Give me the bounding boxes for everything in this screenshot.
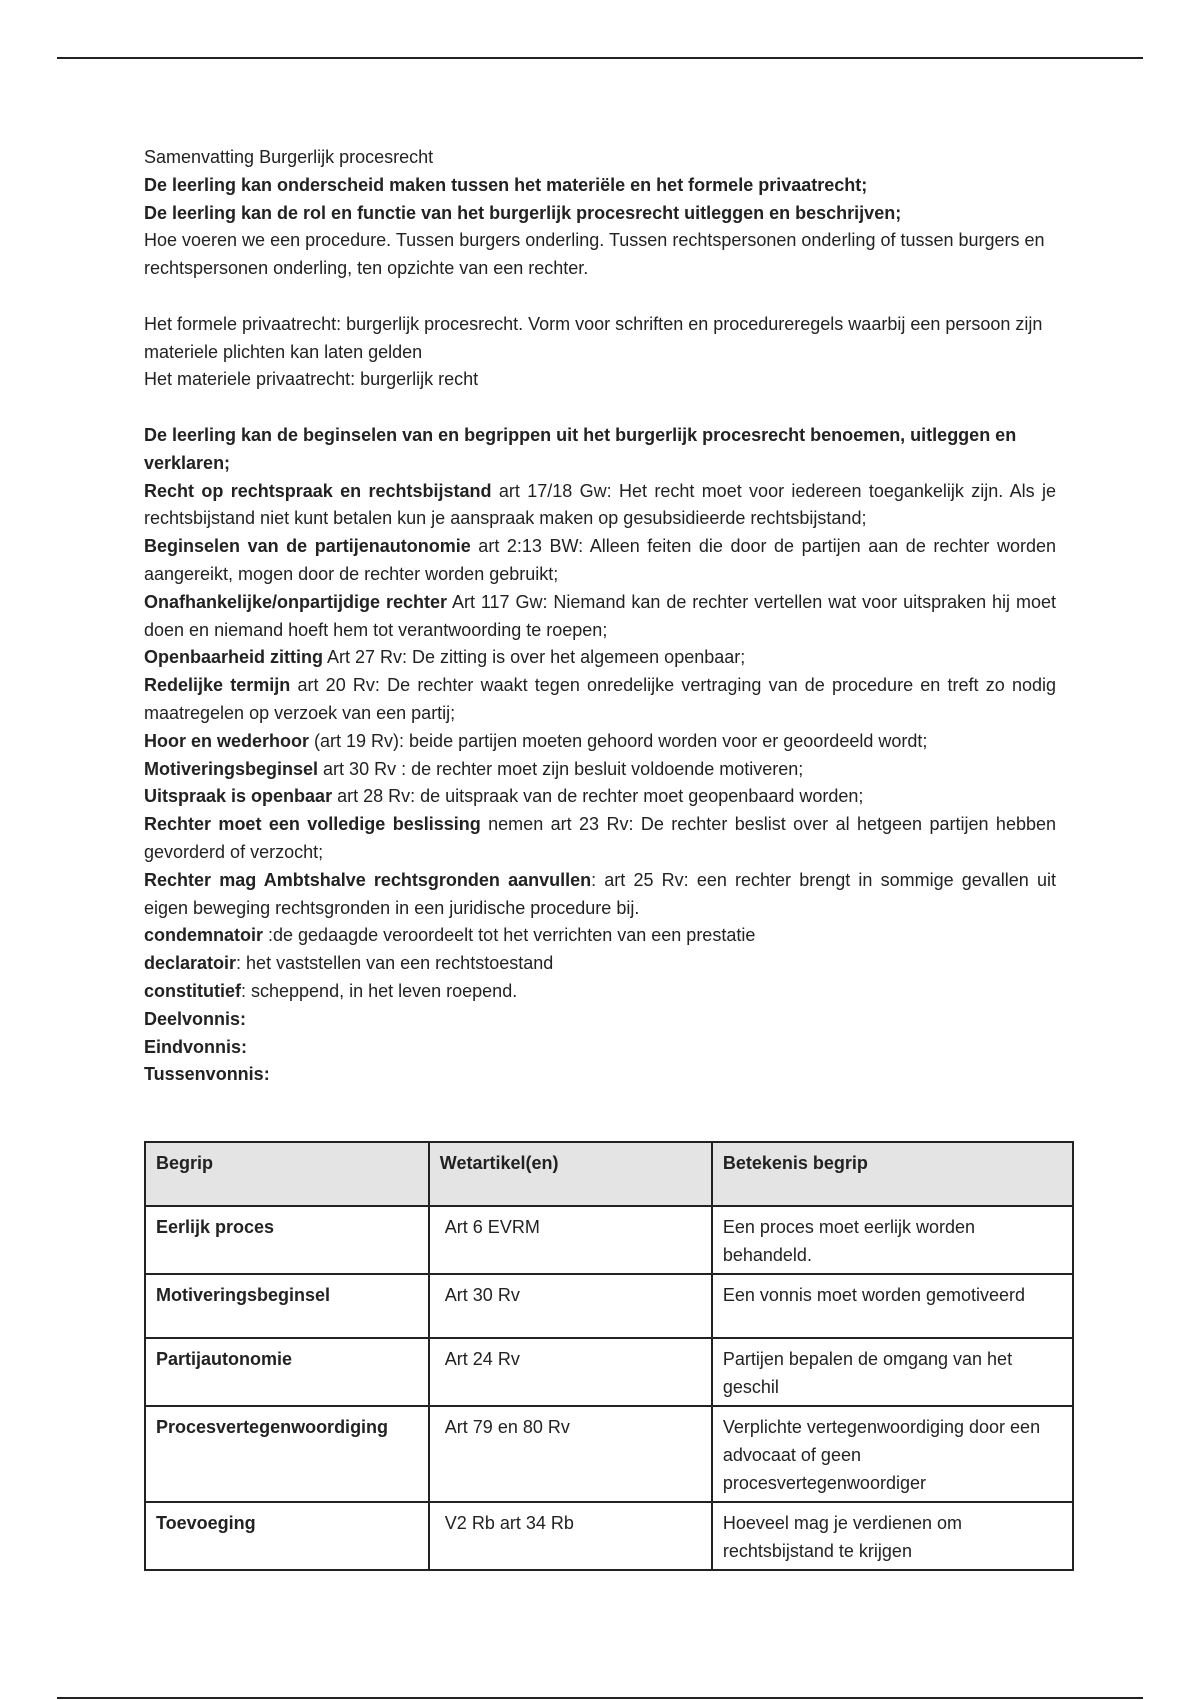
principle-item: Onafhankelijke/onpartijdige rechter Art 117 Gw: Niemand kan de rechter vertellen wat voor uitspraken hij moet doen en niemand hoeft hem tot verantwoording te roepen; bbox=[144, 591, 1056, 640]
table-row bbox=[145, 1338, 1073, 1406]
table-cell-term: Partijautonomie bbox=[145, 1338, 429, 1406]
principle-item: Redelijke termijn art 20 Rv: De rechter waakt tegen onredelijke vertraging van de procedure en treft zo nodig maatregelen op verzoek van een partij; bbox=[144, 675, 1056, 723]
table-cell-meaning: Partijen bepalen de omgang van het geschil bbox=[712, 1338, 1073, 1406]
header-rule bbox=[57, 57, 1143, 59]
table-header-row bbox=[145, 1142, 1073, 1206]
principle-item: Uitspraak is openbaar art 28 Rv: de uitspraak van de rechter moet geopenbaard worden; bbox=[144, 786, 864, 807]
vonnis-term: Tussenvonnis: bbox=[144, 1064, 270, 1085]
table-cell-term: Procesvertegenwoordiging bbox=[145, 1406, 429, 1502]
learning-goal-2: De leerling kan de rol en functie van het burgerlijk procesrecht uitleggen en beschrijven; bbox=[144, 202, 902, 223]
footer-rule bbox=[57, 1697, 1143, 1699]
document-title: Samenvatting Burgerlijk procesrecht bbox=[144, 147, 434, 167]
principle-item: Motiveringsbeginsel art 30 Rv : de rechter moet zijn besluit voldoende motiveren; bbox=[144, 758, 804, 779]
table-header: Wetartikel(en) bbox=[429, 1142, 712, 1206]
begrippen-table bbox=[144, 1141, 1074, 1571]
document-body bbox=[144, 144, 1056, 1089]
table-cell-term: Toevoeging bbox=[145, 1502, 429, 1570]
principle-item: Recht op rechtspraak en rechtsbijstand art 17/18 Gw: Het recht moet voor iedereen toegankelijk zijn. Als je rechtsbijstand niet kunt betalen kun je aanspraak maken op gesubsidieerde rechtsbijstand; bbox=[144, 480, 1056, 529]
table-header: Betekenis begrip bbox=[712, 1142, 1073, 1206]
table-cell-article: Art 30 Rv bbox=[429, 1274, 712, 1338]
formeel-paragraph: Het formele privaatrecht: burgerlijk procesrecht. Vorm voor schriften en procedureregels waarbij een persoon zijn materiele plichten kan laten gelden bbox=[144, 313, 1043, 362]
table-row bbox=[145, 1406, 1073, 1502]
principle-item: Beginselen van de partijenautonomie art 2:13 BW: Alleen feiten die door de partijen aan de rechter worden aangereikt, mogen door de rechter worden gebruikt; bbox=[144, 536, 1057, 584]
table-cell-article: V2 Rb art 34 Rb bbox=[429, 1502, 712, 1570]
table-row bbox=[145, 1502, 1073, 1570]
table-cell-term: Eerlijk proces bbox=[145, 1206, 429, 1274]
table-cell-article: Art 79 en 80 Rv bbox=[429, 1406, 712, 1502]
principle-item: Rechter moet een volledige beslissing nemen art 23 Rv: De rechter beslist over al hetgeen partijen hebben gevorderd of verzocht; bbox=[144, 814, 1056, 862]
table-cell-term: Motiveringsbeginsel bbox=[145, 1274, 429, 1338]
materieel-paragraph: Het materiele privaatrecht: burgerlijk recht bbox=[144, 369, 479, 390]
table-row bbox=[145, 1206, 1073, 1274]
principle-item: declaratoir: het vaststellen van een rechtstoestand bbox=[144, 953, 554, 974]
vonnis-term: Eindvonnis: bbox=[144, 1036, 247, 1057]
intro-paragraph: Hoe voeren we een procedure. Tussen burgers onderling. Tussen rechtspersonen onderling of tussen burgers en rechtspersonen onderling, ten opzichte van een rechter. bbox=[144, 230, 1045, 279]
table-cell-meaning: Een proces moet eerlijk worden behandeld. bbox=[712, 1206, 1073, 1274]
table-header: Begrip bbox=[145, 1142, 429, 1206]
table-cell-article: Art 24 Rv bbox=[429, 1338, 712, 1406]
table-cell-article: Art 6 EVRM bbox=[429, 1206, 712, 1274]
learning-goal-1: De leerling kan onderscheid maken tussen het materiële en het formele privaatrecht; bbox=[144, 174, 868, 195]
table-cell-meaning: Een vonnis moet worden gemotiveerd bbox=[712, 1274, 1073, 1338]
principle-item: Hoor en wederhoor (art 19 Rv): beide partijen moeten gehoord worden voor er geoordeeld wordt; bbox=[144, 730, 928, 751]
principle-item: condemnatoir :de gedaagde veroordeelt tot het verrichten van een prestatie bbox=[144, 925, 756, 946]
table-cell-meaning: Verplichte vertegenwoordiging door een advocaat of geen procesvertegenwoordiger bbox=[712, 1406, 1073, 1502]
vonnis-term: Deelvonnis: bbox=[144, 1008, 247, 1029]
table-row bbox=[145, 1274, 1073, 1338]
principle-item: Openbaarheid zitting Art 27 Rv: De zitting is over het algemeen openbaar; bbox=[144, 647, 746, 668]
principle-item: Rechter mag Ambtshalve rechtsgronden aanvullen: art 25 Rv: een rechter brengt in sommige gevallen uit eigen beweging rechtsgronden in een juridische procedure bij. bbox=[144, 869, 1056, 918]
learning-goal-3: De leerling kan de beginselen van en begrippen uit het burgerlijk procesrecht benoemen, uitleggen en verklaren; bbox=[144, 424, 1017, 473]
table-cell-meaning: Hoeveel mag je verdienen om rechtsbijstand te krijgen bbox=[712, 1502, 1073, 1570]
principle-item: constitutief: scheppend, in het leven roepend. bbox=[144, 980, 518, 1001]
